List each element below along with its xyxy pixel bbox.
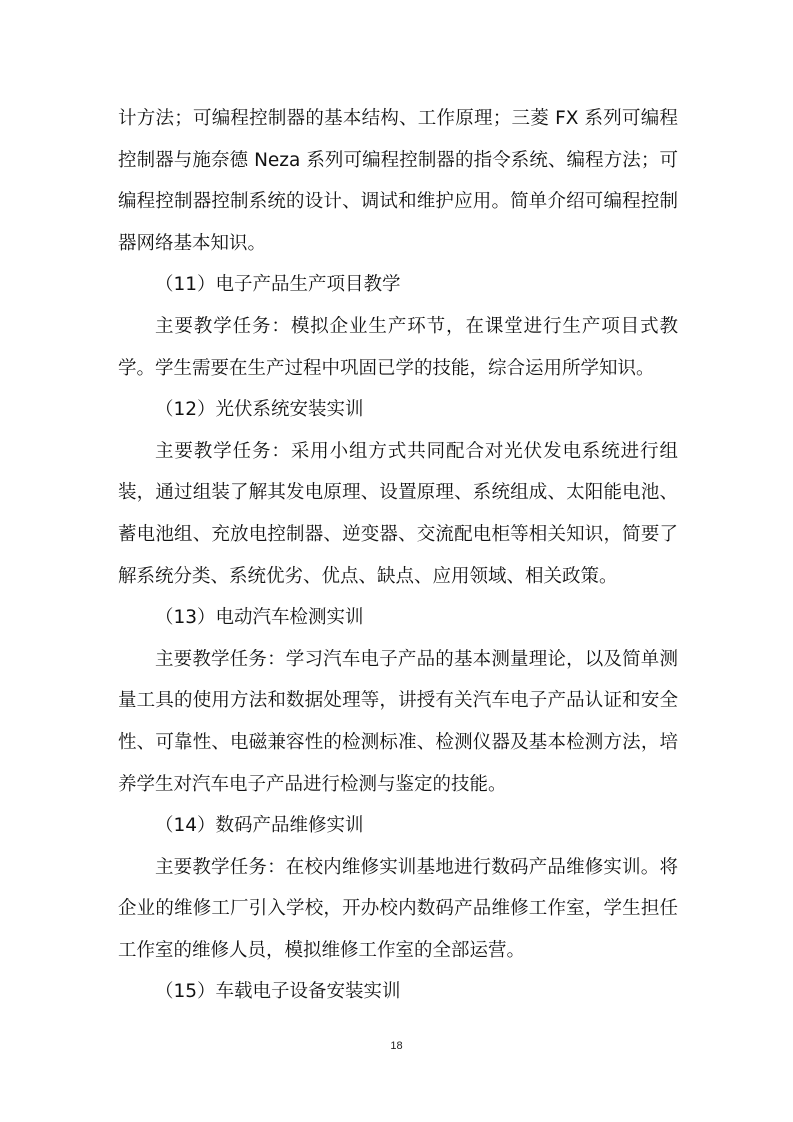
- section-heading-15: （15）车载电子设备安装实训: [155, 981, 401, 1003]
- paragraph-task-14: 主要教学任务：在校内维修实训基地进行数码产品维修实训。将企业的维修工厂引入学校，开办校内数码产品维修工作室，学生担任工作室的维修人员，模拟维修工作室的全部运营。: [118, 856, 678, 961]
- section-heading-13: （13）电动汽车检测实训: [155, 607, 364, 629]
- section-heading-14: （14）数码产品维修实训: [155, 815, 364, 837]
- document-body: [118, 98, 678, 1013]
- paragraph-task-12: 主要教学任务：采用小组方式共同配合对光伏发电系统进行组装，通过组装了解其发电原理、设置原理、系统组成、太阳能电池、蓄电池组、充放电控制器、逆变器、交流配电柜等相关知识，简要了解系统分类、系统优劣、优点、缺点、应用领域、相关政策。: [118, 440, 678, 587]
- paragraph-plc-content: 计方法；可编程控制器的基本结构、工作原理；三菱 FX 系列可编程控制器与施奈德 Neza 系列可编程控制器的指令系统、编程方法；可编程控制器控制系统的设计、调试和维护应用。简单介绍可编程控制器网络基本知识。: [118, 108, 678, 254]
- paragraph-task-11: 主要教学任务：模拟企业生产环节，在课堂进行生产项目式教学。学生需要在生产过程中巩固已学的技能，综合运用所学知识。: [118, 315, 678, 379]
- paragraph-task-13: 主要教学任务：学习汽车电子产品的基本测量理论，以及简单测量工具的使用方法和数据处理等，讲授有关汽车电子产品认证和安全性、可靠性、电磁兼容性的检测标准、检测仪器及基本检测方法，培养学生对汽车电子产品进行检测与鉴定的技能。: [118, 648, 678, 795]
- section-heading-11: （11）电子产品生产项目教学: [155, 274, 401, 296]
- page-number: 18: [390, 1040, 403, 1052]
- section-heading-12: （12）光伏系统安装实训: [155, 399, 364, 421]
